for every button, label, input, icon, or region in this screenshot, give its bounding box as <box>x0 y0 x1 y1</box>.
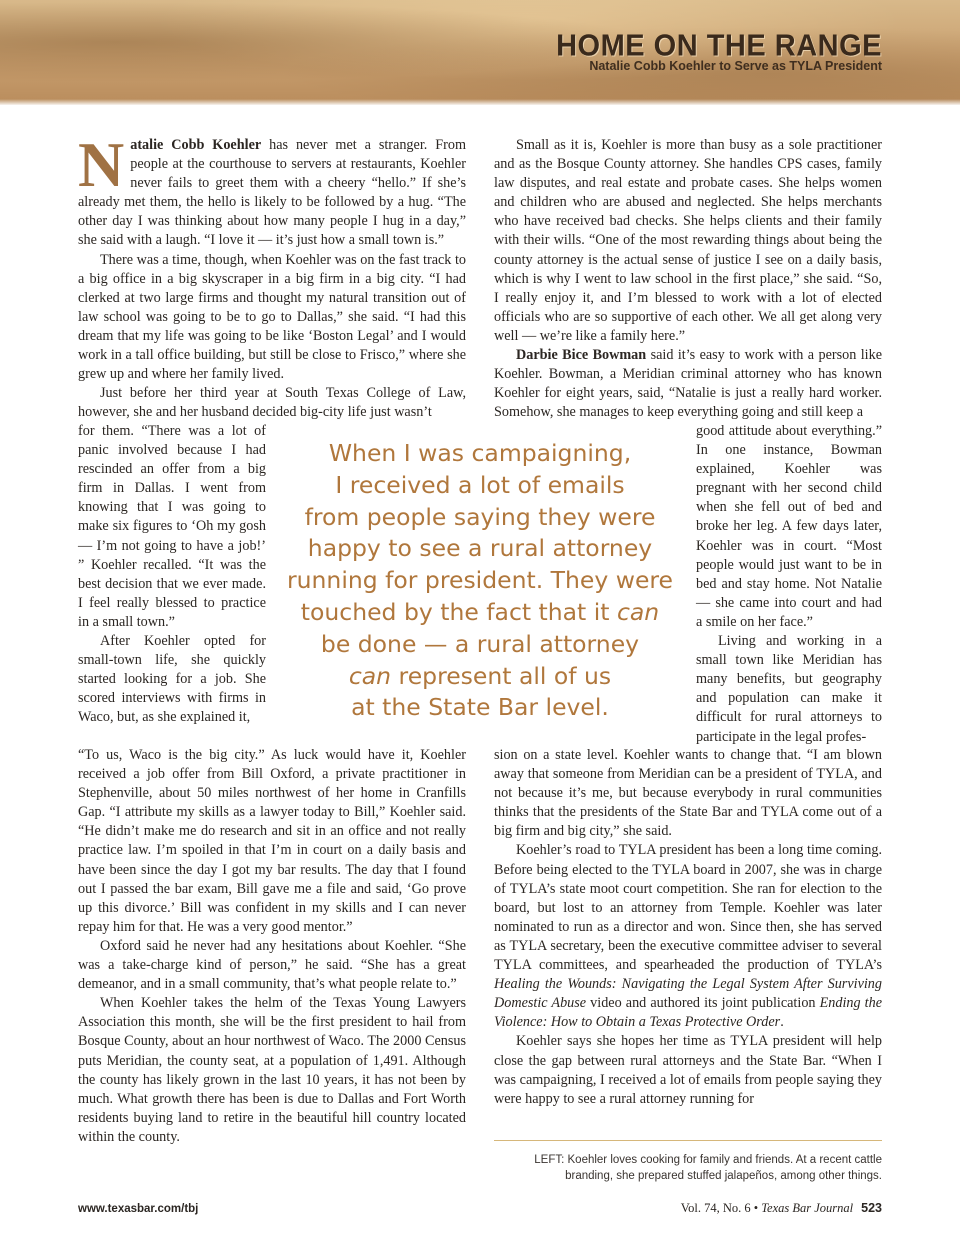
drop-cap: N <box>78 129 125 200</box>
paragraph-r1: Small as it is, Koehler is more than busy as a sole practitioner and as the Bosque County attorney. She handles CPS cases, family law disputes, and real estate and probate cases. She helps women and children who are abused and neglected. She helps merchants who have received bad checks. She helps clients and their family with their wills. “One of the most rewarding things about being the county attorney is the actual sense of justice I see on a daily basis, which is why I went to law school in the first place,” she said. “So, I really enjoy it, and I’m blessed to work with a lot of elected officials who are so supportive of each other. We all get along very well — we’re like a family here.” <box>494 137 882 344</box>
header-banner <box>0 0 960 105</box>
paragraph-r2-start: Darbie Bice Bowman said it’s easy to work with a person like Koehler. Bowman, a Meridian criminal attorney who has known Koehler for eight years, said, “Natalie is just a really hard worker. Somehow, she manages to keep everything going and still keep a <box>494 347 882 421</box>
paragraph-r5: Koehler says she hopes her time as TYLA president will help close the gap between rural attorneys and the State Bar. “When I was campaigning, I received a lot of emails from people saying they were happy to see a rural attorney running for <box>494 1033 882 1107</box>
paragraph-r4: Koehler’s road to TYLA president has been a long time coming. Before being elected to the TYLA board in 2007, she was in charge of TYLA’s state moot court competition. She ran for election to the board, but lost to an attorney from Temple. Koehler was later nominated to run as a director and won. Since then, she has served as TYLA secretary, been the executive committee adviser to several TYLA committees, and spearheaded the production of TYLA’s Healing the Wounds: Navigating the Legal System After Surviving Domestic Abuse video and authored its joint publication Ending the Violence: How to Obtain a Texas Protective Order. <box>494 842 882 1031</box>
paragraph-3-start: Just before her third year at South Texas College of Law, however, she and her husband decided big-city life just wasn’t <box>78 385 466 421</box>
paragraph-2: There was a time, though, when Koehler was on the fast track to a big office in a big skyscraper in a big firm in a big city. “I had clerked at two large firms and thought my natural transition out of law school was going to be to go to Dallas,” she said. “I had this dream that my life was going to be like ‘Boston Legal’ and I would work in a tall office building, but still be close to Frisco,” where she grew up and where her family lived. <box>78 251 466 383</box>
left-column-narrow <box>78 422 266 728</box>
title-healing-the-wounds: Healing the Wounds: Navigating the Legal System After Surviving Domestic Abuse <box>494 976 882 1012</box>
footer-issue: Vol. 74, No. 6 • Texas Bar Journal 523 <box>680 1201 882 1215</box>
right-column-bottom <box>494 746 882 1109</box>
caption-divider <box>494 1140 882 1141</box>
section-title: HOME ON THE RANGE <box>556 29 882 63</box>
paragraph-r3-cont: sion on a state level. Koehler wants to change that. “I am blown away that someone from Meridian can be a president of TYLA, and not because it’s me, but because everybody in rural communities thinks that the presidents of the State Bar and TYLA come out of a big firm and big city,” she said. <box>494 747 882 840</box>
page-number: 523 <box>861 1201 882 1215</box>
pull-quote: When I was campaigning, I received a lot of emails from people saying they were happy to see a rural attorney running for president. They were touched by the fact that it can be done — a rural attorney can represent all of us at the State Bar level. <box>286 439 674 722</box>
paragraph-1: Natalie Cobb Koehler has never met a stranger. From people at the courthouse to servers at restaurants, Koehler never fails to greet them with a cheery “hello.” If she’s already met them, the hello is likely to be followed by a hug. “The other day I was thinking about how many people I hug in a day,” she said with a laugh. “I love it — it’s just how a small town is.” <box>78 129 466 249</box>
paragraph-3-cont: for them. “There was a lot of panic involved because I had rescinded an offer from a big firm in Dallas. I went from knowing that I was going to make six figures to ‘Oh my gosh — I’m not going to have a job!’ ” Koehler recalled. “It was the best decision that we ever made. I feel really blessed to practice in a small town.” <box>78 423 266 630</box>
right-column-top <box>494 136 882 422</box>
left-column-bottom <box>78 746 466 1147</box>
right-column-narrow <box>696 422 882 747</box>
paragraph-6: When Koehler takes the helm of the Texas Young Lawyers Association this month, she will be the first president to hail from Bosque County, about an hour northwest of Waco. The 2000 Census puts Meridian, the county seat, at a population of 1,491. Although the county has likely grown in the last 10 years, it has not been by much. What growth there has been is due to Dallas and Fort Worth residents buying land to retire in the beautiful hill country located within the county. <box>78 995 466 1145</box>
section-subtitle: Natalie Cobb Koehler to Serve as TYLA President <box>589 59 882 73</box>
person-name: Darbie Bice Bowman <box>516 347 647 364</box>
paragraph-4-start: After Koehler opted for small-town life, she quickly started looking for a job. She scored interviews with firms in Waco, but, as she explained it, <box>78 633 266 726</box>
lead-name: atalie Cobb Koehler <box>130 137 262 153</box>
paragraph-5: Oxford said he never had any hesitations about Koehler. “She was a take-charge kind of person,” he said. “She has a great demeanor, and in a small community, that’s what people relate to.” <box>78 937 466 993</box>
left-column-top <box>78 129 466 422</box>
journal-name: Texas Bar Journal <box>761 1201 854 1215</box>
paragraph-4-cont: “To us, Waco is the big city.” As luck would have it, Koehler received a job offer from Bill Oxford, a private practitioner in Stephenville, about 50 miles northwest of her home in Cranfills Gap. “I attribute my skills as a lawyer today to Bill,” Koehler said. “He didn’t make me do research and sit in an office and not really practice law. I’m spoiled in that I’m in court on a daily basis and have been since the day I got my bar results. The day that I found out I passed the bar exam, Bill gave me a file and said, ‘Go prove up this divorce.’ Bill was confident in my skills and I can never repay him for that. He was a very good mentor.” <box>78 747 466 935</box>
footer-url[interactable]: www.texasbar.com/tbj <box>78 1203 199 1215</box>
paragraph-r2-cont: good attitude about everything.” In one instance, Bowman explained, Koehler was pregnant with her second child when she fell out of bed and broke her leg. A few days later, Koehler was in court. “Most people would just want to be in bed and stay home. Not Natalie — she came into court and had a smile on her face.” <box>696 423 882 630</box>
title-ending-the-violence: Ending the Violence: How to Obtain a Texas Protective Order <box>494 995 882 1031</box>
photo-caption: LEFT: Koehler loves cooking for family and friends. At a recent cattle branding, she prepared stuffed jalapeños, among other things. <box>534 1154 882 1182</box>
paragraph-r3-start: Living and working in a small town like Meridian has many benefits, but geography and population can make it difficult for rural attorneys to participate in the legal profes- <box>696 633 882 745</box>
